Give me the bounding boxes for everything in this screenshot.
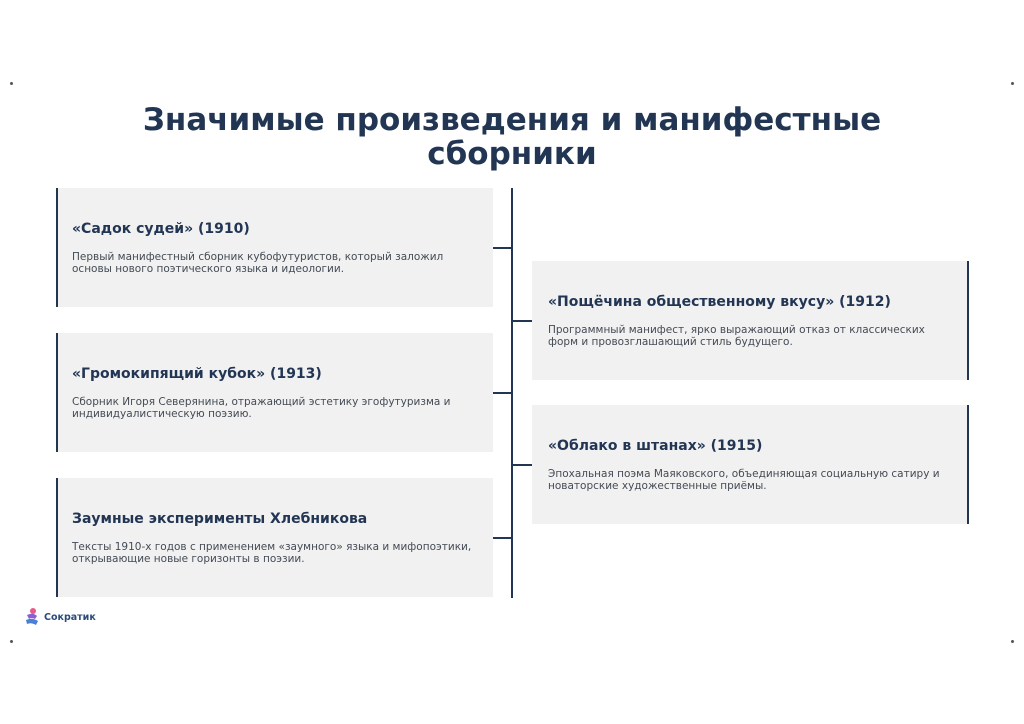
card-description: Сборник Игоря Северянина, отражающий эстетику эгофутуризма и индивидуалистическую поэзию. (72, 396, 451, 420)
work-card-sadok-sudey (56, 188, 493, 307)
corner-mark (1011, 640, 1014, 643)
work-card-khlebnikov (56, 478, 493, 597)
card-description: Эпохальная поэма Маяковского, объединяющая социальную сатиру и новаторские художественные приёмы. (548, 468, 940, 492)
card-title: «Громокипящий кубок» (1913) (72, 366, 322, 382)
sokratik-logo-icon (24, 607, 40, 627)
work-card-gromokipyashchiy-kubok (56, 333, 493, 452)
card-title: «Садок судей» (1910) (72, 221, 250, 237)
timeline-connector (493, 537, 512, 539)
card-description: Тексты 1910-х годов с применением «заумного» языка и мифопоэтики, открывающие новые горизонты в поэзии. (72, 541, 472, 565)
card-title: «Пощёчина общественному вкусу» (1912) (548, 294, 891, 310)
card-title: Заумные эксперименты Хлебникова (72, 511, 368, 527)
timeline-connector (512, 464, 532, 466)
corner-mark (10, 82, 13, 85)
page-title: Значимые произведения и манифестные сборники (142, 102, 882, 172)
work-card-poshchyochina (532, 261, 969, 380)
timeline-connector (512, 320, 532, 322)
logo-text: Сократик (44, 611, 96, 623)
card-description: Программный манифест, ярко выражающий отказ от классических форм и провозглашающий стиль будущего. (548, 324, 925, 348)
corner-mark (1011, 82, 1014, 85)
timeline-connector (493, 247, 512, 249)
sokratik-logo (24, 607, 96, 627)
timeline-connector (493, 392, 512, 394)
card-title: «Облако в штанах» (1915) (548, 438, 763, 454)
corner-mark (10, 640, 13, 643)
work-card-oblako-v-shtanakh (532, 405, 969, 524)
card-description: Первый манифестный сборник кубофутуристов, который заложил основы нового поэтического языка и идеологии. (72, 251, 444, 275)
